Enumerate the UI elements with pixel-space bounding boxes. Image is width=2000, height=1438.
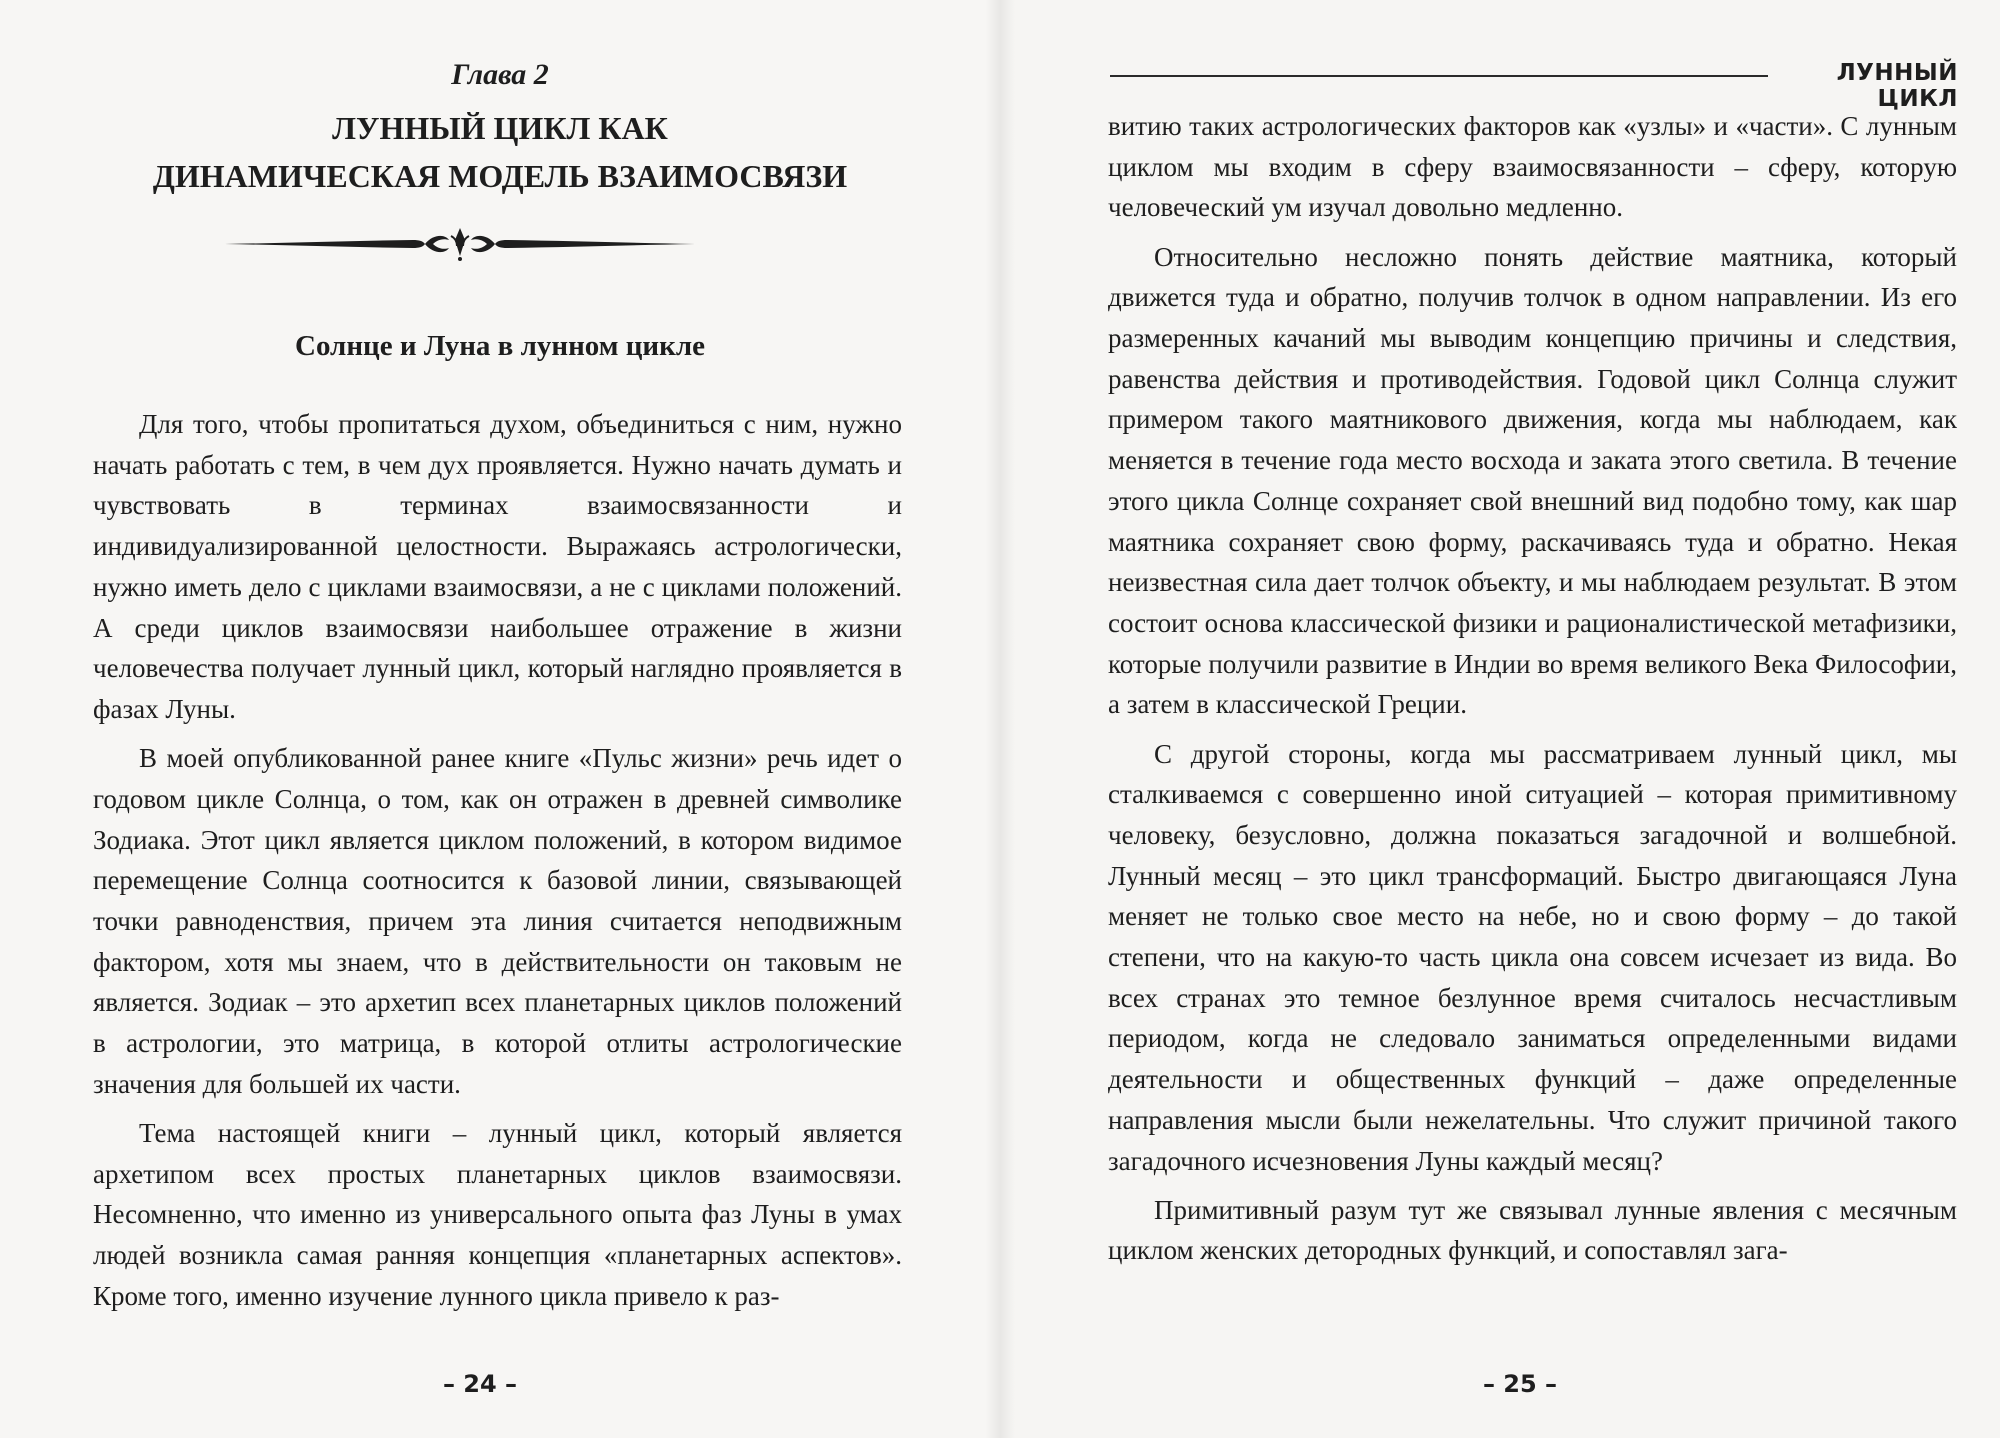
paragraph-continuation: витию таких астрологических факторов как «узлы» и «части». С лунным циклом мы входим в сферу взаимосвязанности – сферу, которую человеческий ум изучал довольно медленно. bbox=[1108, 111, 1957, 223]
chapter-title-line: ДИНАМИЧЕСКАЯ МОДЕЛЬ ВЗАИМОСВЯЗИ bbox=[152, 158, 848, 194]
paragraph: С другой стороны, когда мы рассматриваем лунный цикл, мы сталкиваемся с совершенно иной ситуацией – которая примитивному человеку, безусловно, должна показаться загадочной и волшебной. Лунный месяц – это цикл трансформаций. Быстро двигающаяся Луна меняет не только свое место на небе, но и свою форму – до такой степени, что на какую-то часть цикла она совсем исчезает из вида. Во всех странах это темное безлунное время считалось несчастливым периодом, когда не следовало заниматься определенными видами деятельности и общественных функций – даже определенные направления мысли были нежелательны. Что служит причиной такого загадочного исчезновения Луны каждый месяц? bbox=[1108, 738, 1957, 1176]
paragraph: Относительно несложно понять действие маятника, который движется туда и обратно, получив толчок в одном направлении. Из его размеренных качаний мы выводим концепцию причины и следствия, равенства действия и противодействия. Годовой цикл Солнца служит примером такого маятникового движения, когда мы наблюдаем, как меняется в течение года место восхода и заката этого светила. В течение этого цикла Солнце сохраняет свой внешний вид подобно тому, как шар маятника сохраняет свою форму, раскачиваясь туда и обратно. Некая неизвестная сила дает толчок объекту, и мы наблюдаем результат. В этом состоит основа классической физики и рационалистической метафизики, которые получили развитие в Индии во время великого Века Философии, а затем в классической Греции. bbox=[1108, 241, 1957, 720]
left-body-text bbox=[93, 404, 902, 1325]
paragraph: Для того, чтобы пропитаться духом, объединиться с ним, нужно начать работать с тем, в чем дух проявляется. Нужно начать думать и чувствовать в терминах взаимосвязанности и индивидуализированной целостности. Выражаясь астрологически, нужно иметь дело с циклами взаимосвязи, а не с циклами положений. А среди циклов взаимосвязи наибольшее отражение в жизни человечества получает лунный цикл, который наглядно проявляется в фазах Луны. bbox=[93, 409, 902, 724]
chapter-label: Глава 2 bbox=[451, 58, 549, 91]
page-number-right: – 25 – bbox=[1482, 1370, 1558, 1398]
chapter-title-line: ЛУННЫЙ ЦИКЛ КАК bbox=[332, 110, 668, 146]
running-head: ЛУННЫЙ ЦИКЛ bbox=[1836, 60, 1958, 112]
page-number-left: – 24 – bbox=[442, 1370, 518, 1398]
paragraph: В моей опубликованной ранее книге «Пульс жизни» речь идет о годовом цикле Солнца, о том, как он отражен в древней символике Зодиака. Этот цикл является циклом положений, в котором видимое перемещение Солнца соотносится к базовой линии, связывающей точки равноденствия, причем эта линия считается неподвижным фактором, хотя мы знаем, что в действительности он таковым не является. Зодиак – это архетип всех планетарных циклов положений в астрологии, это матрица, в которой отлиты астрологические значения для большей их части. bbox=[93, 743, 902, 1099]
section-heading: Солнце и Луна в лунном цикле bbox=[295, 330, 705, 362]
right-body-text bbox=[1108, 106, 1957, 1280]
paragraph: Примитивный разум тут же связывал лунные явления с месячным циклом женских детородных функций, и сопоставлял зага- bbox=[1108, 1194, 1957, 1266]
book-gutter-shadow bbox=[985, 0, 1015, 1438]
chapter-title bbox=[100, 104, 900, 200]
ornament-divider bbox=[225, 226, 695, 262]
paragraph: Тема настоящей книги – лунный цикл, который является архетипом всех простых планетарных циклов взаимосвязи. Несомненно, что именно из универсального опыта фаз Луны в умах людей возникла самая ранняя концепция «планетарных аспектов». Кроме того, именно изучение лунного цикла привело к раз- bbox=[93, 1117, 902, 1311]
running-head-rule bbox=[1110, 75, 1768, 77]
